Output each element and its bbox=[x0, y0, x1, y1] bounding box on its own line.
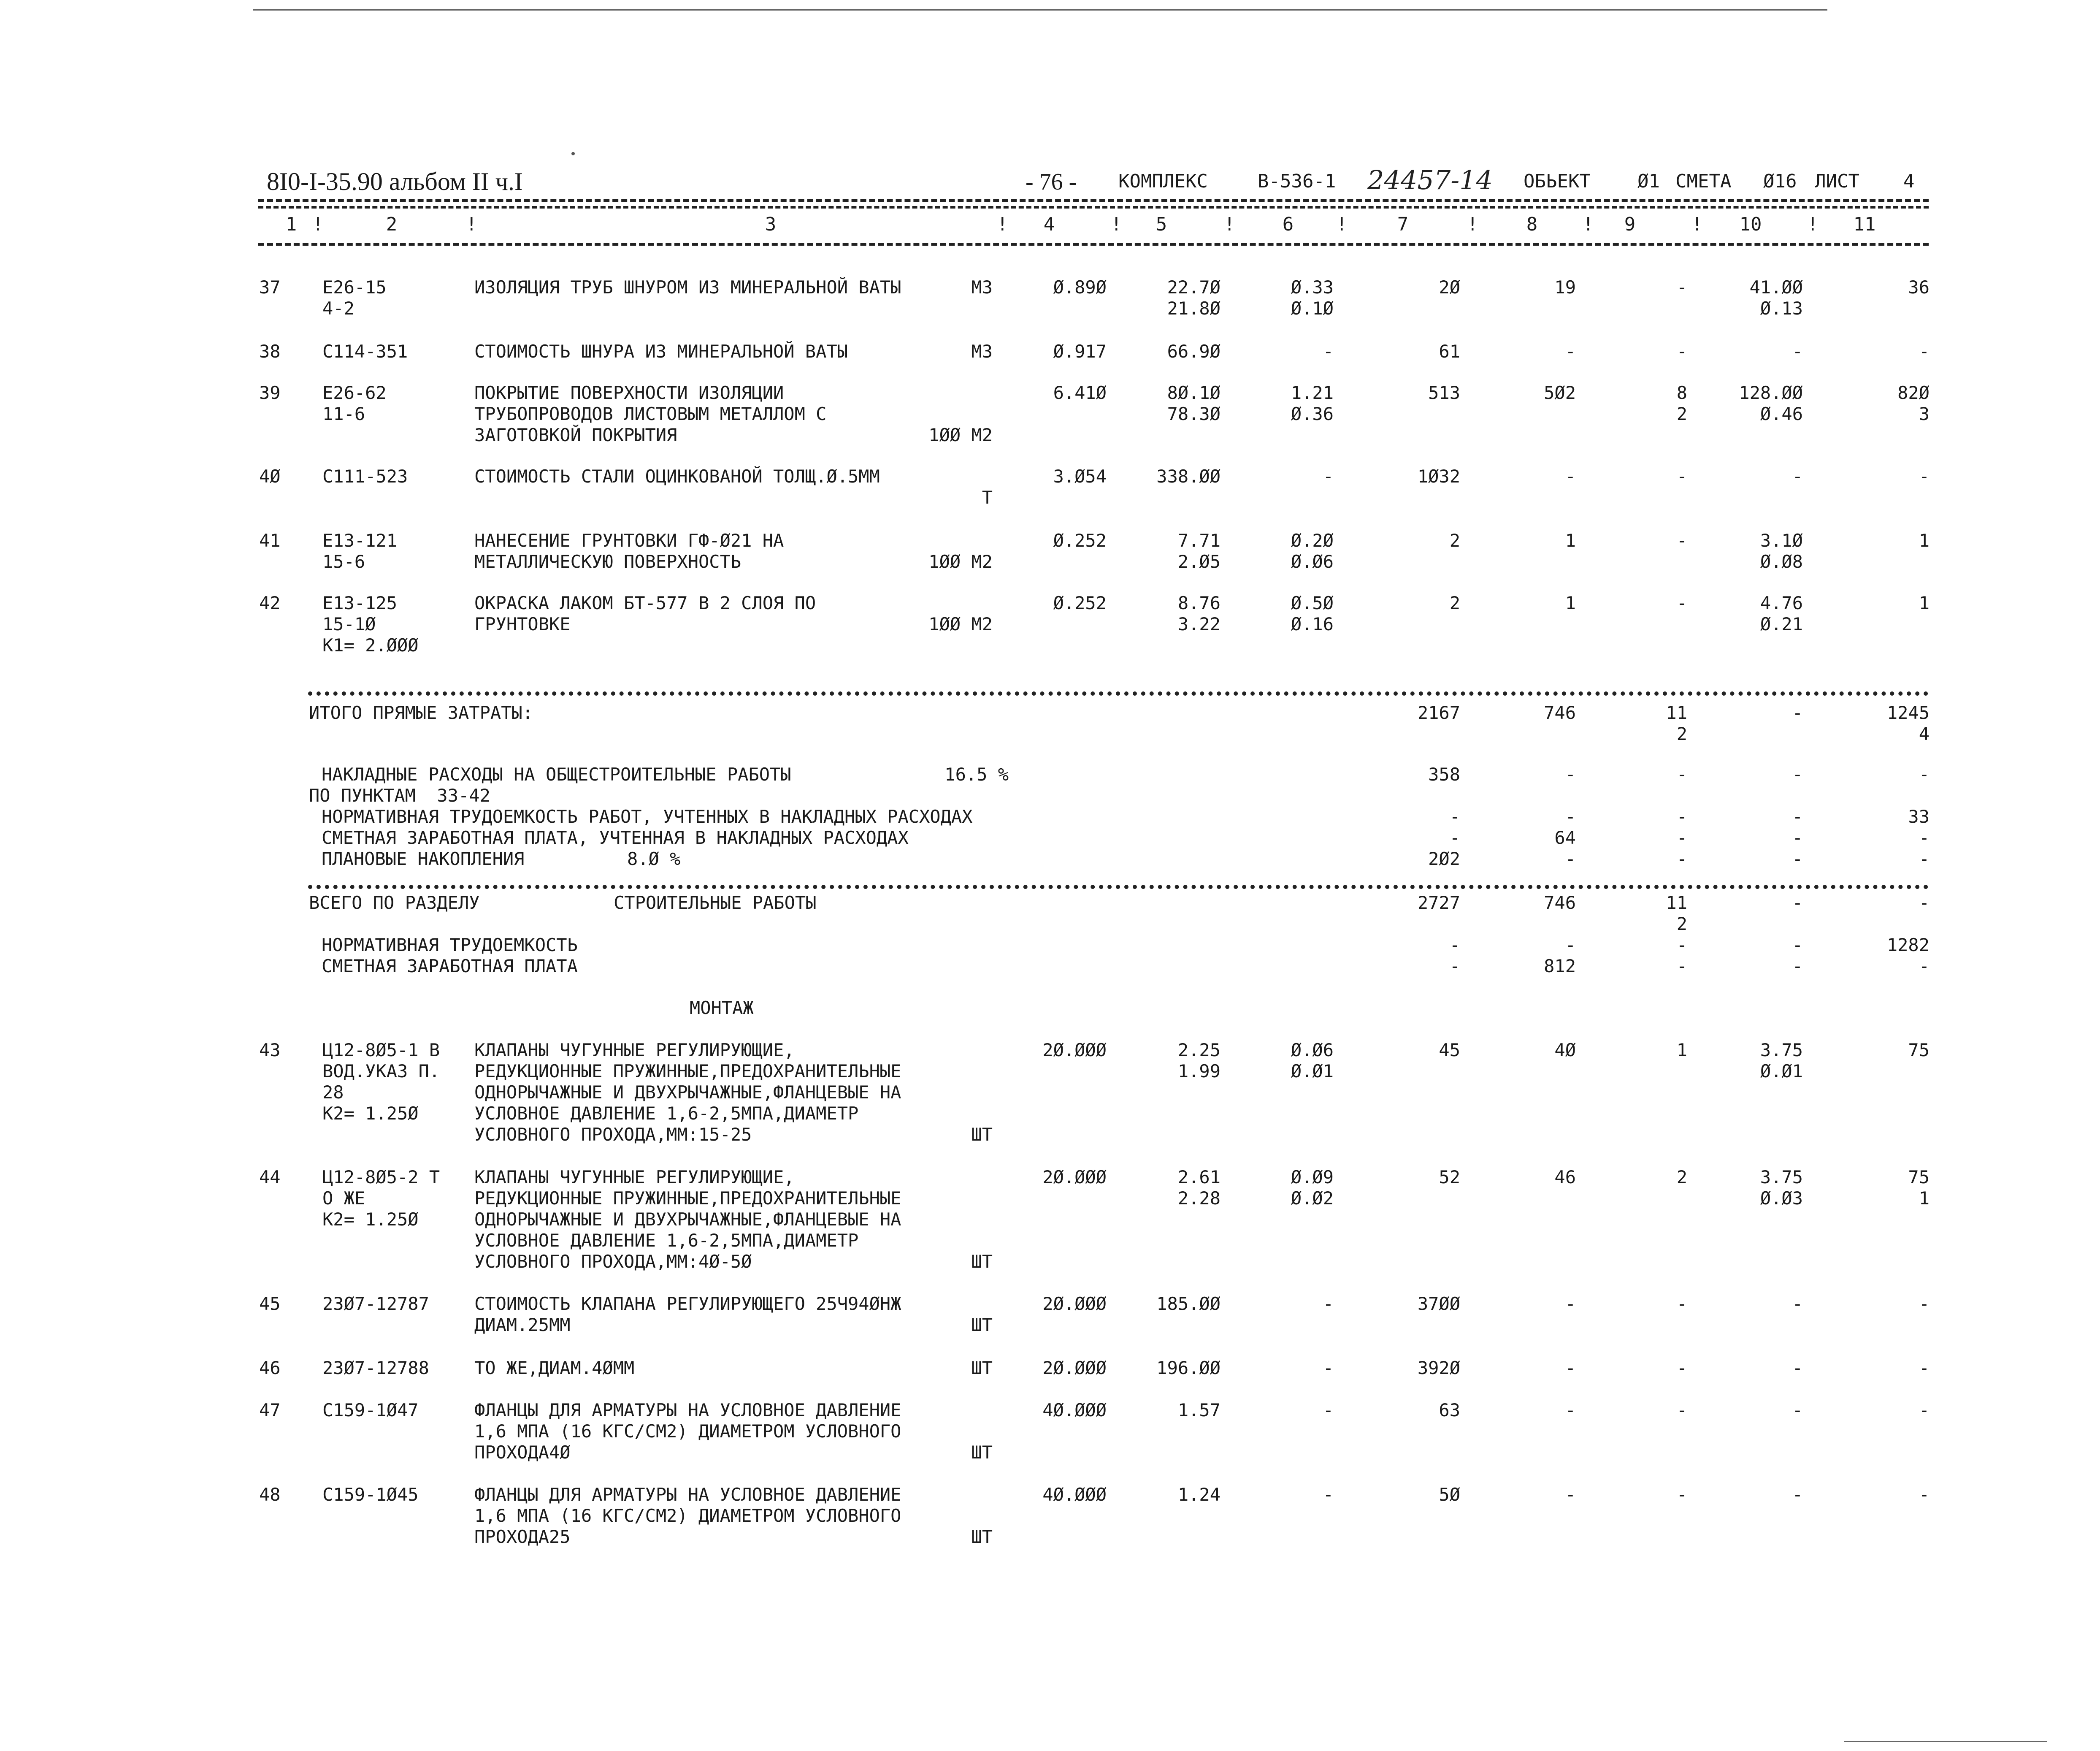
work-description: КЛАПАНЫ ЧУГУННЫЕ РЕГУЛИРУЮЩИЕ, bbox=[474, 1167, 795, 1187]
total-cost: 63 bbox=[1439, 1400, 1460, 1420]
labor-total: - bbox=[1919, 1358, 1930, 1378]
unit-machine-cost: - bbox=[1323, 1484, 1334, 1505]
page-number: - 76 - bbox=[1026, 169, 1077, 195]
complex-label: КОМПЛЕКС bbox=[1118, 171, 1208, 192]
sheet-label: ЛИСТ bbox=[1815, 171, 1859, 192]
labor-per-unit: Ø.Ø3 bbox=[1760, 1188, 1803, 1209]
work-description: ТО ЖЕ,ДИАМ.4ØММ bbox=[474, 1358, 635, 1378]
overhead-c7: 358 bbox=[1428, 764, 1460, 785]
price-code: С159-1Ø47 bbox=[322, 1400, 419, 1420]
unit-cost: 7.71 bbox=[1177, 530, 1220, 551]
work-description: НАНЕСЕНИЕ ГРУНТОВКИ ГФ-Ø21 НА bbox=[474, 530, 784, 551]
dotted-separator-1 bbox=[308, 691, 1929, 696]
unit-machine-cost: - bbox=[1323, 1400, 1334, 1420]
header-rule-double bbox=[258, 206, 1929, 209]
price-code: Е13-125 bbox=[322, 593, 398, 613]
machine-operation: - bbox=[1676, 593, 1687, 613]
row-number: 39 bbox=[259, 382, 281, 403]
price-code: 11-6 bbox=[322, 404, 365, 424]
total-wage: 5Ø2 bbox=[1544, 382, 1576, 403]
total-wage: - bbox=[1565, 1293, 1576, 1314]
row-number: 48 bbox=[259, 1484, 281, 1505]
labor-total: 75 bbox=[1908, 1040, 1930, 1060]
labor-per-unit: - bbox=[1792, 466, 1803, 487]
scan-bottom-line bbox=[1844, 1741, 2047, 1742]
overhead-labor-c8: - bbox=[1565, 806, 1576, 827]
unit-cost: 8.76 bbox=[1177, 593, 1220, 613]
overhead-c11: - bbox=[1919, 764, 1930, 785]
overhead-c10: - bbox=[1792, 764, 1803, 785]
direct-costs-c7: 2167 bbox=[1417, 702, 1460, 723]
complex-code: В-536-1 bbox=[1258, 171, 1336, 192]
unit-cost: 2.25 bbox=[1177, 1040, 1220, 1060]
labor-total: 75 bbox=[1908, 1167, 1930, 1187]
unit-cost: 196.ØØ bbox=[1156, 1358, 1220, 1378]
overhead-wage-c9: - bbox=[1676, 827, 1687, 848]
labor-total: - bbox=[1919, 466, 1930, 487]
column-header-2: 2 bbox=[386, 214, 398, 235]
planned-savings-c7: 2Ø2 bbox=[1428, 848, 1460, 869]
labor-total: 3 bbox=[1919, 404, 1930, 424]
labor-per-unit: - bbox=[1792, 1293, 1803, 1314]
total-cost: 392Ø bbox=[1417, 1358, 1460, 1378]
overhead-c8: - bbox=[1565, 764, 1576, 785]
price-code: Е13-121 bbox=[322, 530, 398, 551]
unit-machine-cost: Ø.5Ø bbox=[1291, 593, 1334, 613]
direct-costs-c11: 1245 bbox=[1886, 702, 1930, 723]
labor-per-unit: 128.ØØ bbox=[1739, 382, 1803, 403]
row-number: 37 bbox=[259, 277, 281, 298]
work-description: УСЛОВНОЕ ДАВЛЕНИЕ 1,6-2,5МПА,ДИАМЕТР bbox=[474, 1103, 859, 1124]
machine-operation: 2 bbox=[1676, 1167, 1687, 1187]
price-code: С159-1Ø45 bbox=[322, 1484, 419, 1505]
work-description: МЕТАЛЛИЧЕСКУЮ ПОВЕРХНОСТЬ bbox=[474, 551, 741, 572]
estimate-label: СМЕТА bbox=[1675, 171, 1732, 192]
total-cost: 2Ø bbox=[1439, 277, 1460, 298]
labor-per-unit: Ø.Ø8 bbox=[1760, 551, 1803, 572]
labor-total: 36 bbox=[1908, 277, 1930, 298]
column-separator-mark: ! bbox=[466, 214, 477, 235]
work-description: ФЛАНЦЫ ДЛЯ АРМАТУРЫ НА УСЛОВНОЕ ДАВЛЕНИЕ bbox=[474, 1400, 901, 1420]
unit-machine-cost: Ø.Ø1 bbox=[1291, 1061, 1334, 1082]
quantity: 2Ø.ØØØ bbox=[1042, 1040, 1107, 1060]
labor-total: 1 bbox=[1919, 593, 1930, 613]
quantity: 2Ø.ØØØ bbox=[1042, 1293, 1107, 1314]
planned-savings-label: ПЛАНОВЫЕ НАКОПЛЕНИЯ bbox=[322, 848, 525, 869]
unit-cost: 338.ØØ bbox=[1156, 466, 1220, 487]
price-code: О ЖЕ bbox=[322, 1188, 365, 1209]
section-wage-c11: - bbox=[1919, 956, 1930, 976]
section-labor-c10: - bbox=[1792, 935, 1803, 955]
scan-speck bbox=[571, 152, 575, 155]
unit-machine-cost: Ø.Ø2 bbox=[1291, 1188, 1334, 1209]
doc-reference: 8I0-I-35.90 альбом II ч.I bbox=[267, 168, 523, 195]
labor-per-unit: Ø.46 bbox=[1760, 404, 1803, 424]
total-cost: 2 bbox=[1449, 530, 1460, 551]
section-wage-label: СМЕТНАЯ ЗАРАБОТНАЯ ПЛАТА bbox=[322, 956, 578, 976]
labor-per-unit: 3.75 bbox=[1760, 1040, 1803, 1060]
unit-machine-cost: - bbox=[1323, 1293, 1334, 1314]
machine-operation: - bbox=[1676, 1293, 1687, 1314]
direct-costs-c9: 2 bbox=[1676, 724, 1687, 744]
price-code: Е26-15 bbox=[322, 277, 387, 298]
unit-cost: 21.8Ø bbox=[1167, 298, 1220, 319]
column-separator-mark: ! bbox=[312, 214, 324, 235]
column-header-4: 4 bbox=[1043, 214, 1055, 235]
overhead-labor-c7: - bbox=[1449, 806, 1460, 827]
price-code: 23Ø7-12787 bbox=[322, 1293, 429, 1314]
section-total-c11: - bbox=[1919, 892, 1930, 913]
column-separator-mark: ! bbox=[1336, 214, 1348, 235]
work-description: ОДНОРЫЧАЖНЫЕ И ДВУХРЫЧАЖНЫЕ,ФЛАНЦЕВЫЕ НА bbox=[474, 1209, 901, 1230]
work-description: ПРОХОДА25 bbox=[474, 1526, 571, 1547]
work-description: ОДНОРЫЧАЖНЫЕ И ДВУХРЫЧАЖНЫЕ,ФЛАНЦЕВЫЕ НА bbox=[474, 1082, 901, 1103]
scan-top-line bbox=[253, 9, 1827, 11]
overhead-labor-c10: - bbox=[1792, 806, 1803, 827]
work-description: УСЛОВНОГО ПРОХОДА,ММ:4Ø-5Ø bbox=[474, 1251, 752, 1272]
overhead-percent: 16.5 % bbox=[944, 764, 1009, 785]
work-description: ОКРАСКА ЛАКОМ БТ-577 В 2 СЛОЯ ПО bbox=[474, 593, 816, 613]
overhead-labor-label: НОРМАТИВНАЯ ТРУДОЕМКОСТЬ РАБОТ, УЧТЕННЫХ В НАКЛАДНЫХ РАСХОДАХ bbox=[322, 806, 973, 827]
estimate-number: Ø16 bbox=[1763, 171, 1797, 192]
quantity: Ø.252 bbox=[1053, 593, 1107, 613]
work-description: СТОИМОСТЬ СТАЛИ ОЦИНКОВАНОЙ ТОЛЩ.Ø.5ММ bbox=[474, 466, 880, 487]
unit-machine-cost: Ø.Ø6 bbox=[1291, 1040, 1334, 1060]
quantity: 4Ø.ØØØ bbox=[1042, 1484, 1107, 1505]
section-total-c8: 746 bbox=[1544, 892, 1576, 913]
column-header-10: 10 bbox=[1739, 214, 1762, 235]
work-description: ГРУНТОВКЕ bbox=[474, 614, 571, 634]
work-description: ИЗОЛЯЦИЯ ТРУБ ШНУРОМ ИЗ МИНЕРАЛЬНОЙ ВАТЫ bbox=[474, 277, 901, 298]
unit-machine-cost: - bbox=[1323, 341, 1334, 362]
labor-total: - bbox=[1919, 1400, 1930, 1420]
price-code: К2= 1.25Ø bbox=[322, 1103, 419, 1124]
total-cost: 5Ø bbox=[1439, 1484, 1460, 1505]
quantity: Ø.917 bbox=[1053, 341, 1107, 362]
total-cost: 513 bbox=[1428, 382, 1460, 403]
machine-operation: 1 bbox=[1676, 1040, 1687, 1060]
total-wage: 4Ø bbox=[1554, 1040, 1576, 1060]
total-wage: - bbox=[1565, 341, 1576, 362]
unit-cost: 2.28 bbox=[1177, 1188, 1220, 1209]
direct-costs-c11: 4 bbox=[1919, 724, 1930, 744]
machine-operation: - bbox=[1676, 1484, 1687, 1505]
section-title-montazh: МОНТАЖ bbox=[690, 997, 754, 1018]
unit-machine-cost: - bbox=[1323, 466, 1334, 487]
column-separator-mark: ! bbox=[1111, 214, 1122, 235]
total-wage: 1 bbox=[1565, 530, 1576, 551]
dotted-separator-2 bbox=[308, 885, 1929, 889]
labor-per-unit: - bbox=[1792, 341, 1803, 362]
machine-operation: - bbox=[1676, 530, 1687, 551]
work-description: 1,6 МПА (16 КГС/СМ2) ДИАМЕТРОМ УСЛОВНОГО bbox=[474, 1505, 901, 1526]
row-number: 43 bbox=[259, 1040, 281, 1060]
unit-machine-cost: Ø.Ø6 bbox=[1291, 551, 1334, 572]
unit-machine-cost: Ø.2Ø bbox=[1291, 530, 1334, 551]
price-code: Ц12-8Ø5-2 Т bbox=[322, 1167, 440, 1187]
row-number: 42 bbox=[259, 593, 281, 613]
column-separator-mark: ! bbox=[1691, 214, 1703, 235]
unit-of-measure: ШТ bbox=[971, 1442, 993, 1463]
work-description: УСЛОВНОГО ПРОХОДА,ММ:15-25 bbox=[474, 1124, 752, 1145]
labor-per-unit: 4.76 bbox=[1760, 593, 1803, 613]
unit-cost: 66.9Ø bbox=[1167, 341, 1220, 362]
object-number: Ø1 bbox=[1637, 171, 1660, 192]
section-total-c9: 11 bbox=[1666, 892, 1687, 913]
price-code: 23Ø7-12788 bbox=[322, 1358, 429, 1378]
machine-operation: - bbox=[1676, 1358, 1687, 1378]
section-wage-c7: - bbox=[1449, 956, 1460, 976]
column-header-6: 6 bbox=[1282, 214, 1294, 235]
quantity: 2Ø.ØØØ bbox=[1042, 1167, 1107, 1187]
total-wage: - bbox=[1565, 1484, 1576, 1505]
overhead-labor-c9: - bbox=[1676, 806, 1687, 827]
work-description: 1,6 МПА (16 КГС/СМ2) ДИАМЕТРОМ УСЛОВНОГО bbox=[474, 1421, 901, 1442]
column-separator-mark: ! bbox=[1807, 214, 1819, 235]
overhead-wage-c8: 64 bbox=[1554, 827, 1576, 848]
section-wage-c9: - bbox=[1676, 956, 1687, 976]
total-cost: 1Ø32 bbox=[1417, 466, 1460, 487]
overhead-items: ПО ПУНКТАМ 33-42 bbox=[309, 785, 490, 806]
section-labor-c8: - bbox=[1565, 935, 1576, 955]
unit-of-measure: М3 bbox=[971, 277, 993, 298]
section-name: СТРОИТЕЛЬНЫЕ РАБОТЫ bbox=[614, 892, 817, 913]
section-total-c9: 2 bbox=[1676, 913, 1687, 934]
overhead-wage-c10: - bbox=[1792, 827, 1803, 848]
planned-savings-c9: - bbox=[1676, 848, 1687, 869]
unit-of-measure: ШТ bbox=[971, 1124, 993, 1145]
overhead-labor-c11: 33 bbox=[1908, 806, 1930, 827]
row-number: 46 bbox=[259, 1358, 281, 1378]
unit-of-measure: Т bbox=[982, 487, 993, 508]
planned-savings-c10: - bbox=[1792, 848, 1803, 869]
labor-total: - bbox=[1919, 341, 1930, 362]
total-wage: 19 bbox=[1554, 277, 1576, 298]
unit-of-measure: М3 bbox=[971, 341, 993, 362]
unit-cost: 22.7Ø bbox=[1167, 277, 1220, 298]
unit-cost: 1.57 bbox=[1177, 1400, 1220, 1420]
column-header-9: 9 bbox=[1624, 214, 1636, 235]
column-separator-mark: ! bbox=[1224, 214, 1235, 235]
unit-machine-cost: Ø.36 bbox=[1291, 404, 1334, 424]
labor-per-unit: Ø.Ø1 bbox=[1760, 1061, 1803, 1082]
labor-total: 1 bbox=[1919, 530, 1930, 551]
labor-total: 82Ø bbox=[1897, 382, 1930, 403]
labor-per-unit: 41.ØØ bbox=[1749, 277, 1803, 298]
quantity: 4Ø.ØØØ bbox=[1042, 1400, 1107, 1420]
labor-per-unit: - bbox=[1792, 1484, 1803, 1505]
row-number: 41 bbox=[259, 530, 281, 551]
section-total-c7: 2727 bbox=[1417, 892, 1460, 913]
sheet-number: 4 bbox=[1903, 171, 1915, 192]
machine-operation: - bbox=[1676, 1400, 1687, 1420]
labor-total: 1 bbox=[1919, 1188, 1930, 1209]
labor-total: - bbox=[1919, 1484, 1930, 1505]
direct-costs-c8: 746 bbox=[1544, 702, 1576, 723]
planned-savings-c11: - bbox=[1919, 848, 1930, 869]
quantity: 3.Ø54 bbox=[1053, 466, 1107, 487]
work-description: РЕДУКЦИОННЫЕ ПРУЖИННЫЕ,ПРЕДОХРАНИТЕЛЬНЫЕ bbox=[474, 1188, 901, 1209]
price-code: С111-523 bbox=[322, 466, 408, 487]
unit-of-measure: ШТ bbox=[971, 1251, 993, 1272]
quantity: Ø.252 bbox=[1053, 530, 1107, 551]
labor-per-unit: 3.1Ø bbox=[1760, 530, 1803, 551]
price-code: К1= 2.ØØØ bbox=[322, 635, 419, 656]
direct-costs-c10: - bbox=[1792, 702, 1803, 723]
machine-operation: - bbox=[1676, 466, 1687, 487]
section-labor-label: НОРМАТИВНАЯ ТРУДОЕМКОСТЬ bbox=[322, 935, 578, 955]
unit-cost: 185.ØØ bbox=[1156, 1293, 1220, 1314]
total-wage: - bbox=[1565, 1400, 1576, 1420]
labor-total: - bbox=[1919, 1293, 1930, 1314]
labor-per-unit: - bbox=[1792, 1400, 1803, 1420]
unit-cost: 1.24 bbox=[1177, 1484, 1220, 1505]
quantity: 6.41Ø bbox=[1053, 382, 1107, 403]
work-description: РЕДУКЦИОННЫЕ ПРУЖИННЫЕ,ПРЕДОХРАНИТЕЛЬНЫЕ bbox=[474, 1061, 901, 1082]
unit-machine-cost: Ø.16 bbox=[1291, 614, 1334, 634]
unit-machine-cost: Ø.33 bbox=[1291, 277, 1334, 298]
overhead-c9: - bbox=[1676, 764, 1687, 785]
unit-of-measure: 1ØØ М2 bbox=[928, 614, 993, 634]
unit-of-measure: ШТ bbox=[971, 1315, 993, 1335]
section-total-label: ВСЕГО ПО РАЗДЕЛУ bbox=[309, 892, 480, 913]
machine-operation: - bbox=[1676, 341, 1687, 362]
total-cost: 37ØØ bbox=[1417, 1293, 1460, 1314]
total-cost: 61 bbox=[1439, 341, 1460, 362]
total-wage: 1 bbox=[1565, 593, 1576, 613]
unit-machine-cost: 1.21 bbox=[1291, 382, 1334, 403]
total-cost: 52 bbox=[1439, 1167, 1460, 1187]
row-number: 47 bbox=[259, 1400, 281, 1420]
unit-of-measure: ШТ bbox=[971, 1526, 993, 1547]
total-wage: 46 bbox=[1554, 1167, 1576, 1187]
planned-savings-c8: - bbox=[1565, 848, 1576, 869]
work-description: УСЛОВНОЕ ДАВЛЕНИЕ 1,6-2,5МПА,ДИАМЕТР bbox=[474, 1230, 859, 1251]
price-code: 28 bbox=[322, 1082, 344, 1103]
price-code: 4-2 bbox=[322, 298, 355, 319]
machine-operation: 8 bbox=[1676, 382, 1687, 403]
object-label: ОБЬЕКТ bbox=[1524, 171, 1591, 192]
section-wage-c8: 812 bbox=[1544, 956, 1576, 976]
unit-of-measure: 1ØØ М2 bbox=[928, 551, 993, 572]
unit-of-measure: 1ØØ М2 bbox=[928, 425, 993, 445]
column-header-7: 7 bbox=[1397, 214, 1409, 235]
price-code: 15-6 bbox=[322, 551, 365, 572]
header-rule-bottom bbox=[258, 243, 1929, 246]
column-separator-mark: ! bbox=[997, 214, 1008, 235]
labor-per-unit: 3.75 bbox=[1760, 1167, 1803, 1187]
unit-cost: 78.3Ø bbox=[1167, 404, 1220, 424]
quantity: 2Ø.ØØØ bbox=[1042, 1358, 1107, 1378]
planned-percent: 8.Ø % bbox=[627, 848, 681, 869]
price-code: 15-1Ø bbox=[322, 614, 376, 634]
column-separator-mark: ! bbox=[1583, 214, 1594, 235]
unit-machine-cost: Ø.Ø9 bbox=[1291, 1167, 1334, 1187]
column-separator-mark: ! bbox=[1467, 214, 1478, 235]
work-description: ЗАГОТОВКОЙ ПОКРЫТИЯ bbox=[474, 425, 677, 445]
unit-cost: 2.61 bbox=[1177, 1167, 1220, 1187]
price-code: Ц12-8Ø5-1 В bbox=[322, 1040, 440, 1060]
section-wage-c10: - bbox=[1792, 956, 1803, 976]
machine-operation: 2 bbox=[1676, 404, 1687, 424]
row-number: 38 bbox=[259, 341, 281, 362]
work-description: ДИАМ.25ММ bbox=[474, 1315, 571, 1335]
quantity: Ø.89Ø bbox=[1053, 277, 1107, 298]
total-cost: 2 bbox=[1449, 593, 1460, 613]
price-code: К2= 1.25Ø bbox=[322, 1209, 419, 1230]
price-code: С114-351 bbox=[322, 341, 408, 362]
total-cost: 45 bbox=[1439, 1040, 1460, 1060]
direct-costs-label: ИТОГО ПРЯМЫЕ ЗАТРАТЫ: bbox=[309, 702, 533, 723]
total-wage: - bbox=[1565, 466, 1576, 487]
column-header-11: 11 bbox=[1853, 214, 1876, 235]
section-labor-c7: - bbox=[1449, 935, 1460, 955]
work-description: ТРУБОПРОВОДОВ ЛИСТОВЫМ МЕТАЛЛОМ С bbox=[474, 404, 827, 424]
overhead-wage-c11: - bbox=[1919, 827, 1930, 848]
work-description: ФЛАНЦЫ ДЛЯ АРМАТУРЫ НА УСЛОВНОЕ ДАВЛЕНИЕ bbox=[474, 1484, 901, 1505]
price-code: Е26-62 bbox=[322, 382, 387, 403]
overhead-wage-label: СМЕТНАЯ ЗАРАБОТНАЯ ПЛАТА, УЧТЕННАЯ В НАКЛАДНЫХ РАСХОДАХ bbox=[322, 827, 909, 848]
row-number: 44 bbox=[259, 1167, 281, 1187]
unit-machine-cost: Ø.1Ø bbox=[1291, 298, 1334, 319]
overhead-wage-c7: - bbox=[1449, 827, 1460, 848]
labor-per-unit: Ø.13 bbox=[1760, 298, 1803, 319]
price-code: ВОД.УКАЗ П. bbox=[322, 1061, 440, 1082]
section-labor-c9: - bbox=[1676, 935, 1687, 955]
work-description: ПОКРЫТИЕ ПОВЕРХНОСТИ ИЗОЛЯЦИИ bbox=[474, 382, 784, 403]
row-number: 45 bbox=[259, 1293, 281, 1314]
section-total-c10: - bbox=[1792, 892, 1803, 913]
unit-cost: 3.22 bbox=[1177, 614, 1220, 634]
row-number: 4Ø bbox=[259, 466, 281, 487]
column-header-3: 3 bbox=[765, 214, 777, 235]
overhead-label: НАКЛАДНЫЕ РАСХОДЫ НА ОБЩЕСТРОИТЕЛЬНЫЕ РАБОТЫ bbox=[322, 764, 791, 785]
unit-cost: 2.Ø5 bbox=[1177, 551, 1220, 572]
column-header-5: 5 bbox=[1156, 214, 1167, 235]
work-description: ПРОХОДА4Ø bbox=[474, 1442, 571, 1463]
work-description: КЛАПАНЫ ЧУГУННЫЕ РЕГУЛИРУЮЩИЕ, bbox=[474, 1040, 795, 1060]
column-header-1: 1 bbox=[285, 214, 297, 235]
column-header-8: 8 bbox=[1526, 214, 1538, 235]
direct-costs-c9: 11 bbox=[1666, 702, 1687, 723]
section-labor-c11: 1282 bbox=[1886, 935, 1930, 955]
unit-of-measure: ШТ bbox=[971, 1358, 993, 1378]
work-description: СТОИМОСТЬ ШНУРА ИЗ МИНЕРАЛЬНОЙ ВАТЫ bbox=[474, 341, 848, 362]
unit-cost: 8Ø.1Ø bbox=[1167, 382, 1220, 403]
labor-per-unit: Ø.21 bbox=[1760, 614, 1803, 634]
labor-per-unit: - bbox=[1792, 1358, 1803, 1378]
header-rule-top bbox=[258, 199, 1929, 202]
unit-machine-cost: - bbox=[1323, 1358, 1334, 1378]
handwritten-number: 24457-14 bbox=[1367, 165, 1493, 195]
unit-cost: 1.99 bbox=[1177, 1061, 1220, 1082]
total-wage: - bbox=[1565, 1358, 1576, 1378]
work-description: СТОИМОСТЬ КЛАПАНА РЕГУЛИРУЮЩЕГО 25Ч94ØНЖ bbox=[474, 1293, 901, 1314]
machine-operation: - bbox=[1676, 277, 1687, 298]
